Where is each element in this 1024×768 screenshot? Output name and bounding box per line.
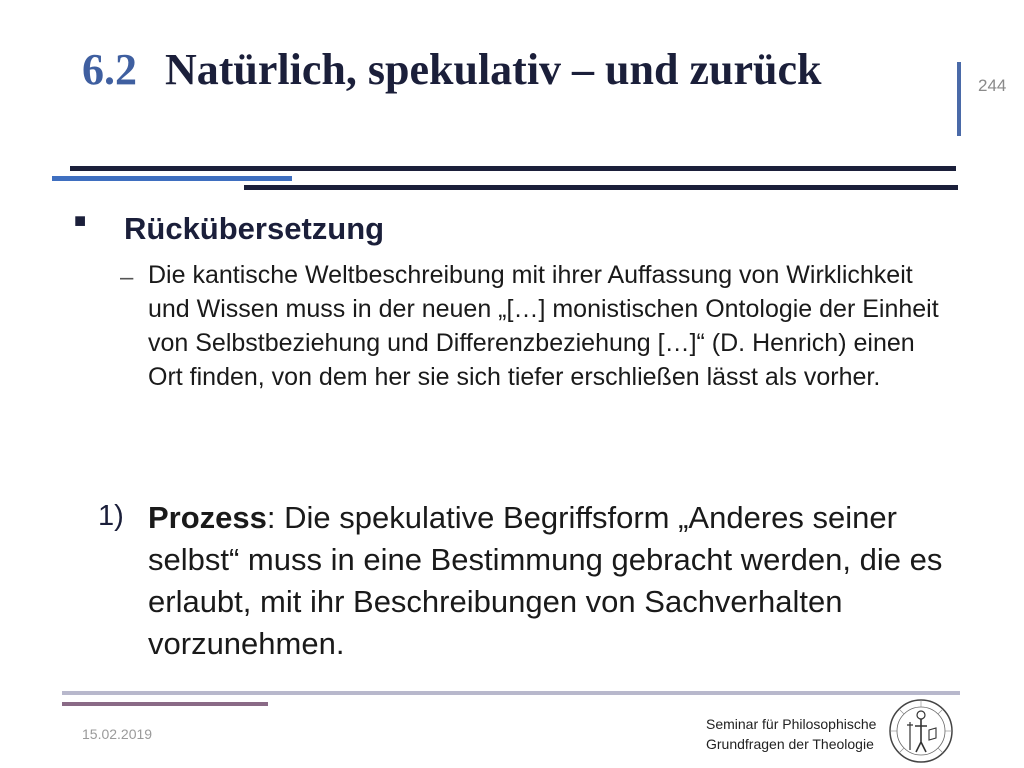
slide-title-text: Natürlich, spekulativ – und zurück <box>165 45 822 94</box>
list-marker: 1) <box>98 500 124 532</box>
bullet-heading: Rückübersetzung <box>124 211 385 246</box>
seminar-seal-logo <box>888 698 954 764</box>
title-rule-dark-lower <box>244 185 958 190</box>
footer-rule <box>62 691 960 695</box>
dash-icon: – <box>120 264 134 291</box>
seminar-line-1: Seminar für Philosophische <box>706 716 877 732</box>
page-divider <box>957 62 961 136</box>
bullet-subtext: Die kantische Weltbeschreibung mit ihrer Auffassung von Wirklichkeit und Wissen muss in der neuen „[…] monistischen Ontologie der Einheit von Selbstbeziehung und Differenzbeziehung […]“ (D. Henrich) einen Ort finden, von dem her sie sich tiefer erschließen lässt als vorher. <box>148 261 939 391</box>
footer-seminar <box>706 714 886 754</box>
footer-date: 15.02.2019 <box>82 726 153 742</box>
slide-title <box>82 44 932 96</box>
title-rule-dark <box>70 166 956 171</box>
square-bullet-icon: ■ <box>74 210 87 232</box>
title-rule-blue <box>52 176 292 181</box>
list-term: Prozess <box>148 500 267 535</box>
list-item <box>148 497 956 665</box>
seminar-line-2: Grundfragen der Theologie <box>706 736 874 752</box>
footer-rule-accent <box>62 702 268 706</box>
page-number: 244 <box>978 76 1007 95</box>
slide-number: 6.2 <box>82 45 137 94</box>
list-text: : Die spekulative Begriffsform „Anderes seiner selbst“ muss in eine Bestimmung gebracht werden, die es erlaubt, mit ihr Beschreibungen von Sachverhalten vorzunehmen. <box>148 500 943 661</box>
